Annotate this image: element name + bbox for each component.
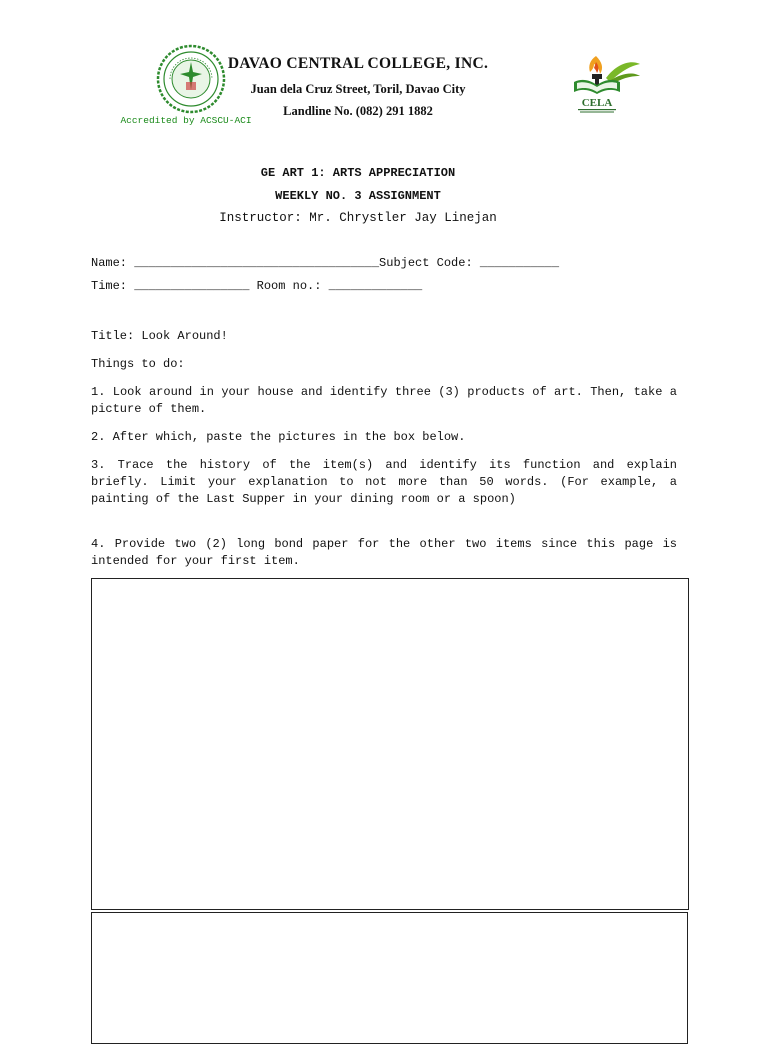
time-room-field-row[interactable]: Time: ________________ Room no.: _____________	[91, 279, 423, 293]
cela-logo	[566, 52, 642, 114]
college-name: DAVAO CENTRAL COLLEGE, INC.	[227, 55, 489, 72]
instructor-line: Instructor: Mr. Chrystler Jay Linejan	[219, 211, 497, 225]
college-landline: Landline No. (082) 291 1882	[283, 104, 433, 118]
picture-paste-box[interactable]	[91, 578, 689, 910]
name-subject-field-row[interactable]: Name: __________________________________Subject Code: ___________	[91, 256, 560, 270]
cela-logo-text: CELA	[581, 97, 613, 109]
assignment-title: WEEKLY NO. 3 ASSIGNMENT	[275, 189, 441, 203]
activity-title: Title: Look Around!	[91, 329, 228, 343]
things-to-do-heading: Things to do:	[91, 357, 185, 371]
instruction-item-1: 1. Look around in your house and identify three (3) products of art. Then, take a picture of them.	[91, 385, 677, 416]
instruction-item-2: 2. After which, paste the pictures in the box below.	[91, 430, 466, 444]
course-title: GE ART 1: ARTS APPRECIATION	[260, 166, 456, 180]
college-address: Juan dela Cruz Street, Toril, Davao City	[250, 82, 466, 96]
instruction-item-4: 4. Provide two (2) long bond paper for the other two items since this page is intended for your first item.	[91, 537, 677, 568]
accreditation-text: Accredited by ACSCU-ACI	[120, 115, 252, 126]
instruction-item-3: 3. Trace the history of the item(s) and identify its function and explain briefly. Limit your explanation to not more than 50 words. (For example, a painting of the Last Supper in your dining room or a spoon)	[91, 458, 677, 506]
cela-torch-book-logo-icon	[566, 52, 642, 114]
explanation-box[interactable]	[91, 912, 688, 1044]
